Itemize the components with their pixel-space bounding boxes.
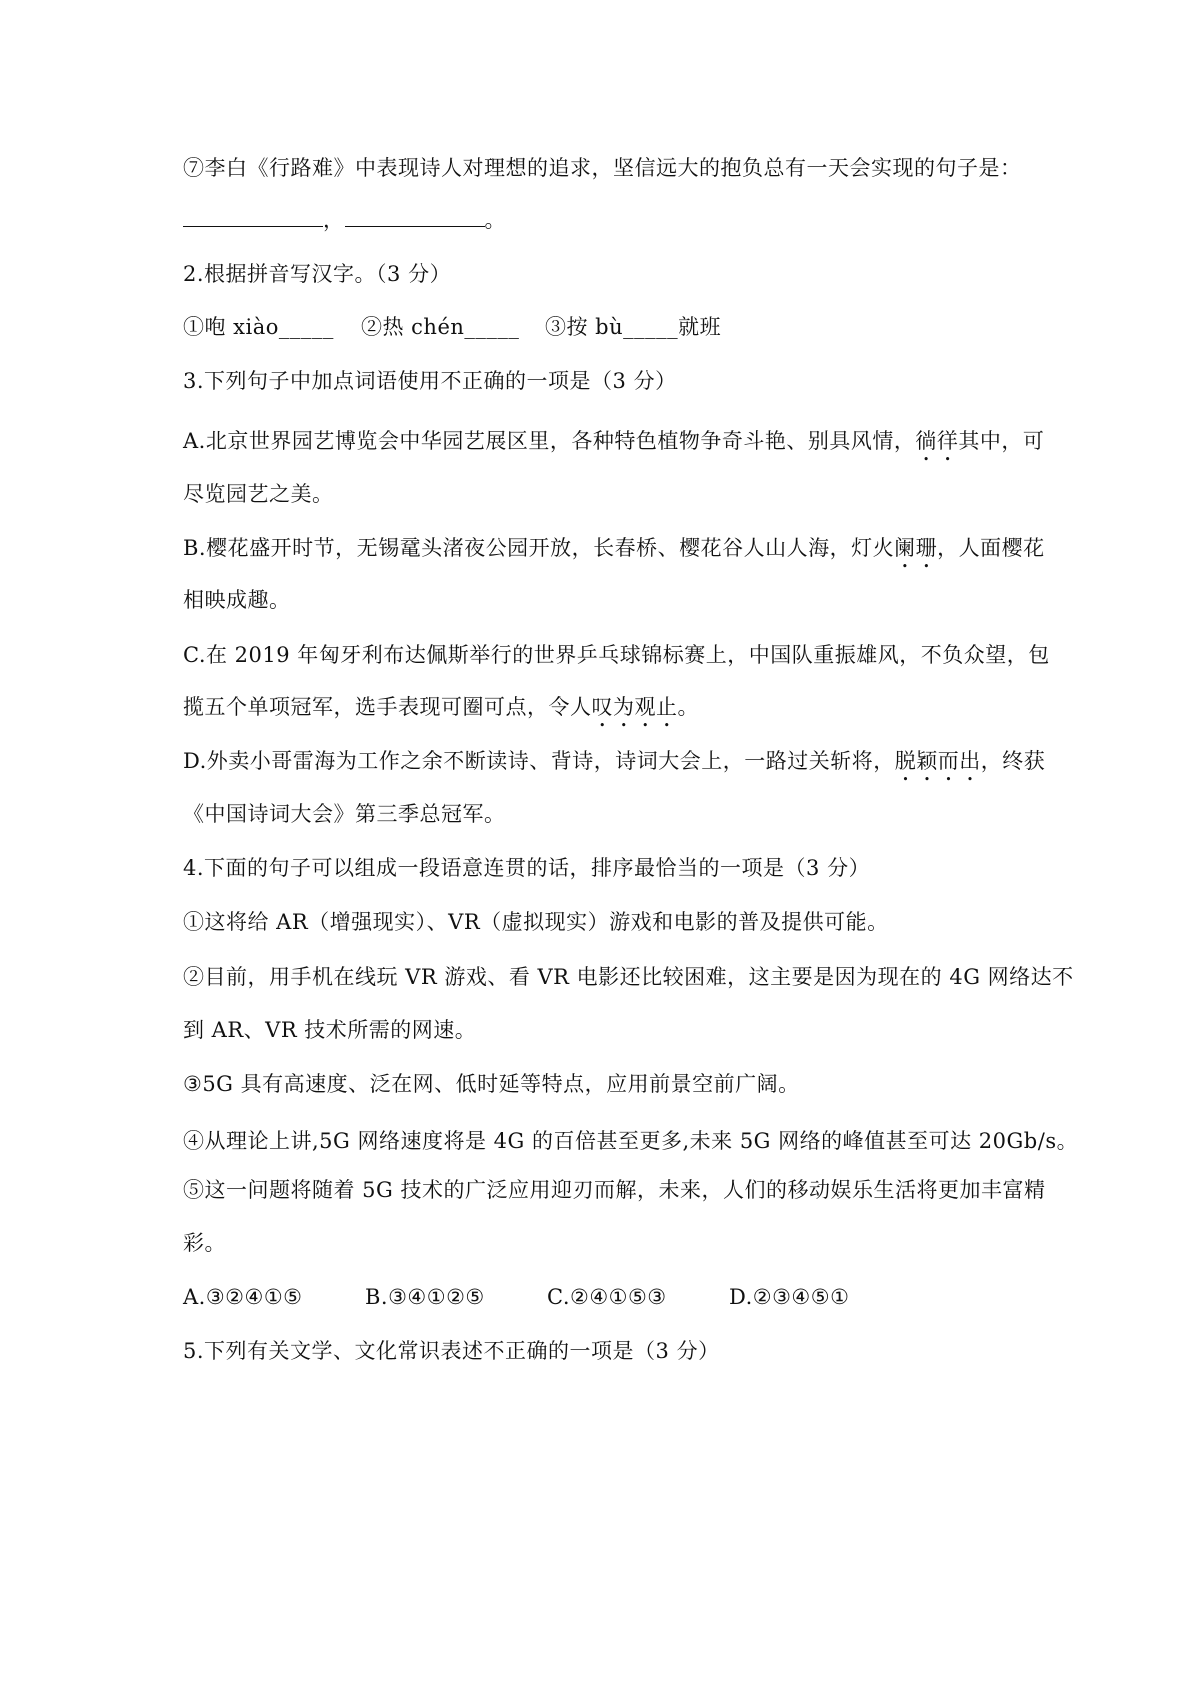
question-1-7: ⑦李白《行路难》中表现诗人对理想的追求，坚信远大的抱负总有一天会实现的句子是： xyxy=(183,156,1022,180)
option-d-line-2: 《中国诗词大会》第三季总冠军。 xyxy=(183,802,506,826)
blank-end: 。 xyxy=(484,208,506,232)
sentence-1: ①这将给 AR（增强现实）、VR（虚拟现实）游戏和电影的普及提供可能。 xyxy=(183,910,889,934)
option-text: 揽五个单项冠军，选手表现可圈可点，令人 xyxy=(183,695,592,719)
answer-blanks xyxy=(183,205,506,235)
option-a-line-2: 尽览园艺之美。 xyxy=(183,482,334,506)
pinyin-item: ①咆 xiào_____ xyxy=(183,315,334,339)
sentence-2-line-2: 到 AR、VR 技术所需的网速。 xyxy=(183,1018,477,1042)
sentence-5-line-2: 彩。 xyxy=(183,1231,226,1255)
pinyin-item: ②热 chén_____ xyxy=(361,315,520,339)
pinyin-item: ③按 bù_____就班 xyxy=(545,315,722,339)
answer-option-d[interactable]: D.②③④⑤① xyxy=(729,1285,850,1309)
option-c-line-2 xyxy=(183,692,699,732)
answer-blank-1[interactable] xyxy=(183,206,323,227)
sentence-3: ③5G 具有高速度、泛在网、低时延等特点，应用前景空前广阔。 xyxy=(183,1072,800,1096)
option-text: B.樱花盛开时节，无锡鼋头渚夜公园开放，长春桥、樱花谷人山人海，灯火 xyxy=(183,536,895,560)
dotted-word: 脱颖而出 xyxy=(894,749,981,773)
question-2-title: 2.根据拼音写汉字。（3 分） xyxy=(183,262,452,286)
answer-option-b[interactable]: B.③④①②⑤ xyxy=(365,1285,485,1309)
question-2-items xyxy=(183,312,721,342)
option-d-line-1 xyxy=(183,746,1045,786)
question-3-title: 3.下列句子中加点词语使用不正确的一项是（3 分） xyxy=(183,369,677,393)
option-b-line-1 xyxy=(183,533,1045,573)
option-text: 其中，可 xyxy=(958,429,1045,453)
sentence-2-line-1: ②目前，用手机在线玩 VR 游戏、看 VR 电影还比较困难，这主要是因为现在的 4G 网络达不 xyxy=(183,965,1074,989)
answer-option-c[interactable]: C.②④①⑤③ xyxy=(547,1285,667,1309)
option-text: A.北京世界园艺博览会中华园艺展区里，各种特色植物争奇斗艳、别具风情， xyxy=(183,429,916,453)
dotted-word: 阑珊 xyxy=(894,536,938,560)
sentence-4: ④从理论上讲,5G 网络速度将是 4G 的百倍甚至更多,未来 5G 网络的峰值甚至可达 20Gb/s。 xyxy=(183,1129,1079,1153)
dotted-word: 徜徉 xyxy=(915,429,959,453)
question-4-options xyxy=(183,1282,849,1312)
option-a-line-1 xyxy=(183,426,1044,466)
option-text: ，人面樱花 xyxy=(937,536,1045,560)
option-text: 。 xyxy=(677,695,699,719)
option-c-line-1: C.在 2019 年匈牙利布达佩斯举行的世界乒乓球锦标赛上，中国队重振雄风，不负众望，包 xyxy=(183,643,1050,667)
answer-blank-2[interactable] xyxy=(345,206,485,227)
option-text: D.外卖小哥雷海为工作之余不断读诗、背诗，诗词大会上，一路过关斩将， xyxy=(183,749,895,773)
question-4-title: 4.下面的句子可以组成一段语意连贯的话，排序最恰当的一项是（3 分） xyxy=(183,856,871,880)
sentence-5-line-1: ⑤这一问题将随着 5G 技术的广泛应用迎刃而解，未来，人们的移动娱乐生活将更加丰富精 xyxy=(183,1178,1046,1202)
question-5-title: 5.下列有关文学、文化常识表述不正确的一项是（3 分） xyxy=(183,1339,720,1363)
option-b-line-2: 相映成趣。 xyxy=(183,588,291,612)
dotted-word: 叹为观止 xyxy=(591,695,678,719)
blank-separator: ， xyxy=(323,208,345,232)
answer-option-a[interactable]: A.③②④①⑤ xyxy=(183,1285,303,1309)
option-text: ，终获 xyxy=(980,749,1046,773)
